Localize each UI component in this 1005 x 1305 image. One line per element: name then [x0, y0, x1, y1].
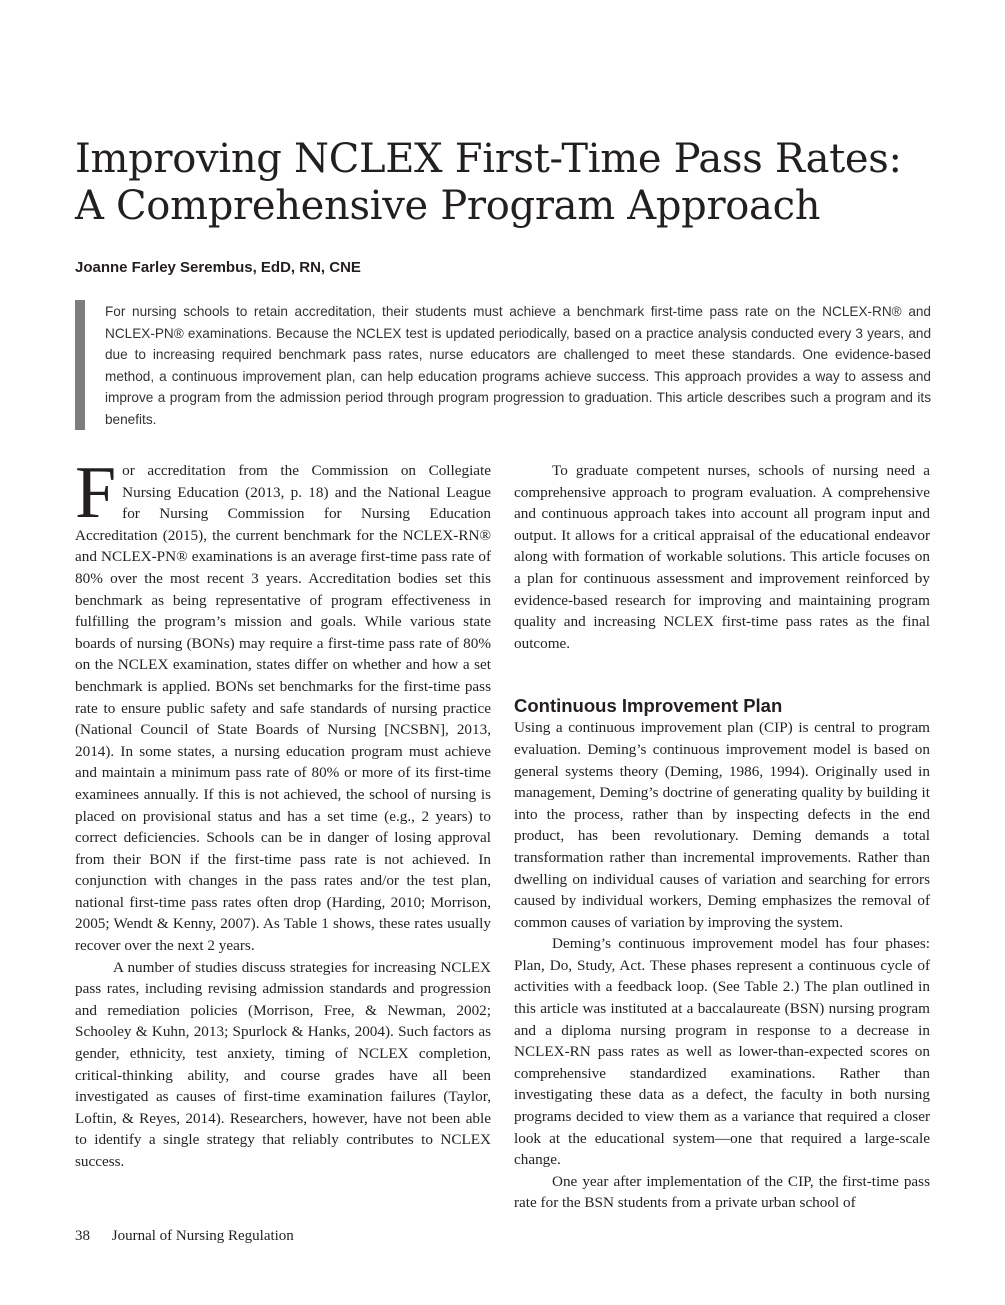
drop-cap: F — [75, 452, 117, 534]
title-line-2: A Comprehensive Program Approach — [75, 183, 821, 229]
journal-name: Journal of Nursing Regulation — [111, 1228, 294, 1244]
title-line-1: Improving NCLEX First-Time Pass Rates: — [75, 136, 902, 182]
abstract: For nursing schools to retain accreditation, their students must achieve a benchmark first-time pass rate on the NCLEX-RN® and NCLEX-PN® examinations. Because the NCLEX test is updated periodically, based on a practice analysis conducted every 3 years, and due to increasing required benchmark pass rates, nurse educators are challenged to meet these standards. One evidence-based method, a continuous improvement plan, can help education programs achieve success. This approach provides a way to assess and improve a program from the admission period through program progression to graduation. This article describes such a program and its benefits. — [105, 304, 931, 427]
paragraph-deming-phases: Deming’s continuous improvement model has four phases: Plan, Do, Study, Act. These phases represent a continuous cycle of activities with a feedback loop. (See Table 2.) The plan outlined in this article was instituted at a baccalaureate (BSN) nursing program and a diploma nursing program in response to a decrease in NCLEX-RN pass rates as well as lower-than-expected scores on comprehensive standardized examinations. Rather than investigating these data as a defect, the faculty in both nursing programs decided to view them as a variance that required a closer look at the educational system—one that required a large-scale change. — [514, 935, 930, 1169]
author-byline: Joanne Farley Serembus, EdD, RN, CNE — [75, 259, 361, 276]
page-number: 38 — [75, 1228, 90, 1244]
section-heading: Continuous Improvement Plan — [514, 695, 783, 717]
abstract-accent-bar — [75, 300, 85, 430]
paragraph-program-evaluation: To graduate competent nurses, schools of nursing need a comprehensive approach to program evaluation. A comprehensive and continuous approach takes into account all program input and output. It allows for a critical appraisal of the educational endeavor along with formation of workable solutions. This article focuses on a plan for continuous assessment and improvement reinforced by evidence-based research for improving and maintaining program quality and increasing NCLEX first-time pass rates as the final outcome. — [514, 462, 930, 652]
page-footer — [75, 1228, 294, 1245]
paragraph-studies: A number of studies discuss strategies for increasing NCLEX pass rates, including revising admission standards and progression and remediation policies (Morrison, Free, & Newman, 2002; Schooley & Kuhn, 2013; Spurlock & Hanks, 2004). Such factors as gender, ethnicity, test anxiety, timing of NCLEX completion, critical-thinking ability, and course grades have all been investigated as causes of first-time examination failures (Taylor, Loftin, & Reyes, 2014). Researchers, however, have not been able to identify a single strategy that reliably contributes to NCLEX success. — [75, 958, 491, 1170]
paragraph-cip: Using a continuous improvement plan (CIP) is central to program evaluation. Deming’s continuous improvement model is based on general systems theory (Deming, 1986, 1994). Originally used in management, Deming’s doctrine of generating quality by building it into the process, rather than by inspecting defects in the end product, has been revolutionary. Deming demands a total transformation rather than incremental improvements. Rather than dwelling on individual causes of variation and searching for errors caused by individual workers, Deming emphasizes the removal of common causes of variation by improving the system. — [514, 719, 930, 931]
left-column — [75, 452, 491, 1173]
article-title — [75, 136, 955, 230]
paragraph-intro: or accreditation from the Commission on Collegiate Nursing Education (2013, p. 18) and the National League for Nursing Commission for Nursing Education Accreditation (2015), the current benchmark for the NCLEX-RN® and NCLEX-PN® examinations is an average first-time pass rate of 80% over the most recent 3 years. Accreditation bodies set this benchmark as being representative of program effectiveness in fulfilling the program’s mission and goals. While various state boards of nursing (BONs) may require a first-time pass rate of 80% on the NCLEX examination, states differ on whether and how a set benchmark is applied. BONs set benchmarks for the first-time pass rate to ensure public safety and safe standards of nursing practice (National Council of State Boards of Nursing [NCSBN], 2013, 2014). In some states, a nursing education program must achieve and maintain a minimum pass rate of 80% or more of its first-time examinees annually. If this is not achieved, the school of nursing is placed on provisional status and has a set time (e.g., 2 years) to correct deficiencies. Schools can be in danger of losing approval from their BON if the first-time pass rate is not achieved. In conjunction with changes in the pass rates and/or the test plan, national first-time pass rates often drop (Harding, 2010; Morrison, 2005; Wendt & Kenny, 2007). As Table 1 shows, these rates usually recover over the next 2 years. — [75, 462, 491, 955]
paragraph-results: One year after implementation of the CIP, the first-time pass rate for the BSN students from a private urban school of — [514, 1172, 930, 1212]
right-column — [514, 460, 930, 1214]
